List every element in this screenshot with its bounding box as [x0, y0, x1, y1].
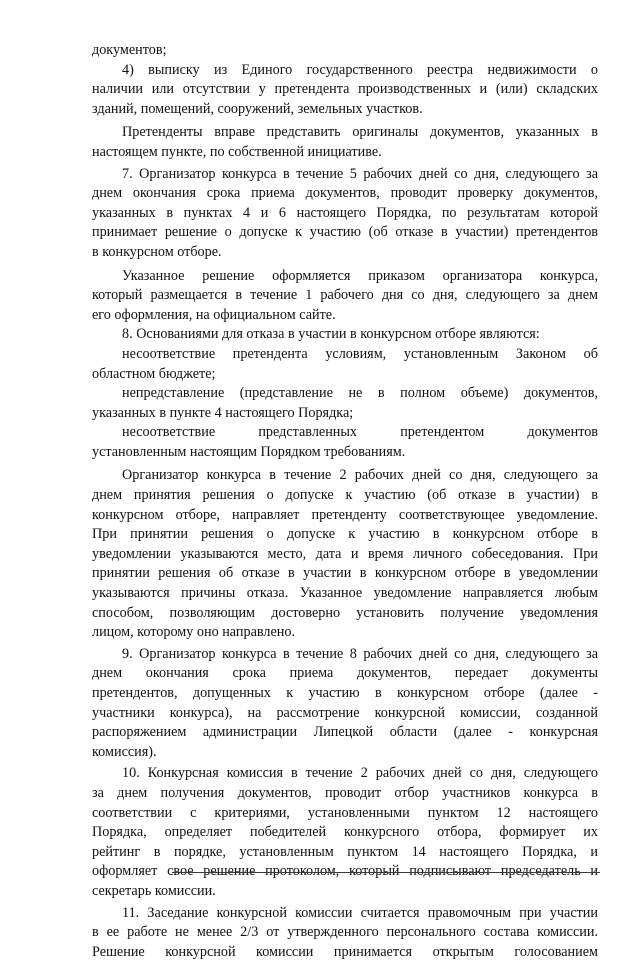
text-line: 7. Организатор конкурса в течение 5 рабочих дней со дня, следующего за: [122, 165, 598, 182]
text-line: распоряжением администрации Липецкой области (далее - конкурсная: [92, 724, 598, 741]
text-line: 11. Заседание конкурсной комиссии считается правомочным при участии: [122, 904, 598, 921]
text-line: днем окончания срока приема документов, передает документы: [92, 665, 598, 682]
text-line: указываются причины отказа. Указанное уведомление направляется любым: [92, 585, 598, 602]
text-line: 9. Организатор конкурса в течение 8 рабочих дней со дня, следующего за: [122, 645, 598, 662]
text-line: настоящем пункте, по собственной инициативе.: [92, 143, 382, 160]
text-line: указанных в пункте 4 настоящего Порядка;: [92, 404, 354, 421]
text-line: в ее работе не менее 2/3 от утвержденного персонального состава комиссии.: [92, 924, 598, 941]
text-line: днем окончания срока приема документов, проводит проверку документов,: [92, 185, 598, 202]
text-line: При принятии решения о допуске к участию в конкурсном отборе в: [92, 526, 598, 543]
text-line: лицом, которому оно направлено.: [92, 624, 296, 641]
text-line: 4) выписку из Единого государственного реестра недвижимости о: [122, 61, 598, 78]
text-line: принимает решение о допуске к участию (об отказе в участии) претендентов: [92, 224, 598, 241]
text-line: рейтинг в порядке, установленным пунктом 14 настоящего Порядка, и: [92, 843, 598, 860]
text-line: Решение конкурсной комиссии принимается открытым голосованием: [92, 943, 598, 960]
text-line: 8. Основаниями для отказа в участии в конкурсном отборе являются:: [122, 326, 540, 343]
document-text: [92, 41, 598, 962]
text-line: соответствии с критериями, установленными пунктом 12 настоящего: [92, 804, 598, 821]
text-line: который размещается в течение 1 рабочего дня со дня, следующего за днем: [92, 287, 598, 304]
text-line: непредставление (представление не в полном объеме) документов,: [122, 385, 598, 402]
text-line: установленным настоящим Порядком требованиям.: [92, 443, 406, 460]
text-line: указанных в пунктах 4 и 6 настоящего Порядка, по результатам которой: [92, 204, 598, 221]
text-line: Организатор конкурса в течение 2 рабочих дней со дня, следующего за: [122, 467, 598, 484]
text-line: областном бюджете;: [92, 365, 216, 382]
text-line: наличии или отсутствии у претендента производственных и (или) складских: [92, 81, 598, 98]
text-line: его оформления, на официальном сайте.: [92, 306, 336, 323]
text-line: конкурсном отборе, направляет претенденту соответствующее уведомление.: [92, 506, 598, 523]
bottom-rule: [172, 872, 600, 873]
text-line: Порядка, определяет победителей конкурсного отбора, формирует их: [92, 824, 598, 841]
text-line: комиссия).: [92, 743, 157, 760]
text-line: документов;: [92, 42, 167, 58]
text-line: Указанное решение оформляется приказом организатора конкурса,: [122, 267, 598, 284]
text-line: Претенденты вправе представить оригиналы документов, указанных в: [122, 124, 598, 141]
text-line: претендентов, допущенных к участию в конкурсном отборе (далее -: [92, 685, 598, 701]
text-line: несоответствие представленных претендентом документов: [122, 424, 598, 441]
text-line: днем принятия решения о допуске к участию (об отказе в участии) в: [92, 487, 598, 504]
text-line: за днем получения документов, проводит отбор участников конкурса в: [92, 784, 598, 801]
text-line: несоответствие претендента условиям, установленным Законом об: [122, 345, 598, 362]
text-line: 10. Конкурсная комиссия в течение 2 рабочих дней со дня, следующего: [122, 765, 598, 782]
text-line: секретарь комиссии.: [92, 882, 216, 899]
text-line: оформляет свое решение протоколом, который подписывают председатель и: [92, 863, 598, 880]
text-line: участники конкурса), на рассмотрение конкурсной комиссии, созданной: [92, 704, 598, 721]
text-line: принятии решения об отказе в участии в конкурсном отборе в уведомлении: [92, 565, 598, 582]
text-line: уведомлении указываются место, дата и время личного собеседования. При: [92, 545, 598, 562]
text-line: зданий, помещений, сооружений, земельных участков.: [92, 100, 423, 117]
text-line: способом, позволяющим достоверно установить получение уведомления: [92, 604, 598, 621]
text-line: в конкурсном отборе.: [92, 243, 222, 260]
